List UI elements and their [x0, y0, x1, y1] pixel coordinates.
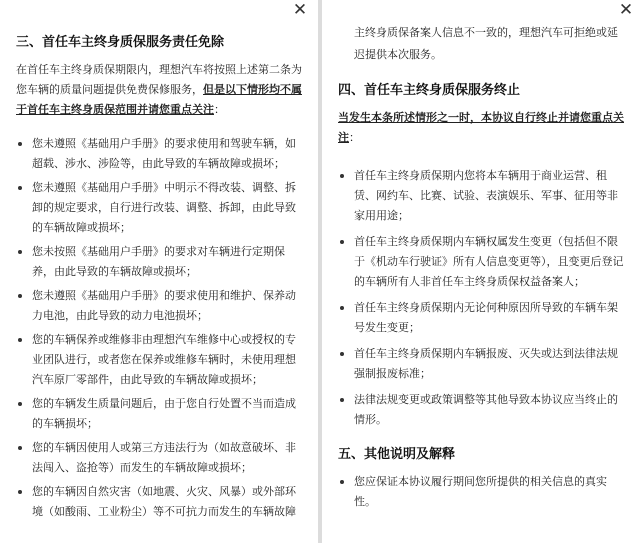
section3-title: 三、首任车主终身质保服务责任免除 — [16, 35, 225, 50]
section3-intro-text: 在首任车主终身质保期限内，理想汽车将按照上述第二条为您车辆的质量问题提供免费保修服务， — [16, 63, 302, 96]
list-item: 您应保证本协议履行期间您所提供的相关信息的真实性。 — [338, 472, 628, 512]
other-notes-list — [338, 472, 628, 512]
list-item: 您未遵照《基础用户手册》的要求使用和驾驶车辆，如超载、涉水、涉险等，由此导致的车辆故障或损坏； — [16, 134, 304, 174]
section5-title: 五、其他说明及解释 — [338, 447, 456, 462]
list-item: 您未按照《基础用户手册》的要求对车辆进行定期保养，由此导致的车辆故障或损坏； — [16, 242, 304, 282]
list-item: 您未遵照《基础用户手册》中明示不得改装、调整、拆卸的规定要求，自行进行改装、调整、拆卸，由此导致的车辆故障或损坏； — [16, 178, 304, 238]
section4-intro-end: ： — [349, 131, 360, 144]
section3-intro — [16, 60, 304, 120]
list-item: 您未遵照《基础用户手册》的要求使用和维护、保养动力电池，由此导致的动力电池损坏； — [16, 286, 304, 326]
left-panel — [0, 0, 318, 543]
close-icon[interactable]: ✕ — [618, 0, 634, 20]
termination-list — [338, 166, 628, 430]
list-item: 您的车辆发生质量问题后，由于您自行处置不当而造成的车辆损坏； — [16, 394, 304, 434]
section4-title: 四、首任车主终身质保服务终止 — [338, 83, 521, 98]
exclusion-list — [16, 134, 304, 522]
list-item: 您的车辆保养或维修非由理想汽车维修中心或授权的专业团队进行，或者您在保养或维修车辆时，未使用理想汽车原厂零部件，由此导致的车辆故障或损坏； — [16, 330, 304, 390]
right-panel — [322, 0, 640, 543]
section3-intro-end: ： — [214, 103, 225, 116]
section4-intro — [338, 108, 628, 148]
list-item: 法律法规变更或政策调整等其他导致本协议应当终止的情形。 — [338, 390, 628, 430]
section3-continuation: 主终身质保备案人信息不一致的，理想汽车可拒绝或延迟提供本次服务。 — [354, 26, 618, 61]
list-item: 首任车主终身质保期内您将本车辆用于商业运营、租赁、网约车、比赛、试验、表演娱乐、军事、征用等非家用用途； — [338, 166, 628, 226]
list-item: 您的车辆因使用人或第三方违法行为（如故意破坏、非法闯入、盗抢等）而发生的车辆故障或损坏； — [16, 438, 304, 478]
list-item: 您的车辆因自然灾害（如地震、火灾、风暴）或外部环境（如酸雨、工业粉尘）等不可抗力而发生的车辆故障 — [16, 482, 304, 522]
list-item: 首任车主终身质保期内车辆权属发生变更（包括但不限于《机动车行驶证》所有人信息变更等），且变更后登记的车辆所有人非首任车主终身质保权益备案人； — [338, 232, 628, 292]
close-icon[interactable]: ✕ — [292, 0, 308, 20]
list-item: 首任车主终身质保期内车辆报废、灭失或达到法律法规强制报废标准； — [338, 344, 628, 384]
list-item: 首任车主终身质保期内无论何种原因所导致的车辆车架号发生变更； — [338, 298, 628, 338]
section4-intro-emphasis: 当发生本条所述情形之一时，本协议自行终止并请您重点关注 — [338, 111, 624, 144]
section3-intro-emphasis: 但是以下情形均不属于首任车主终身质保范围并请您重点关注 — [16, 83, 302, 116]
